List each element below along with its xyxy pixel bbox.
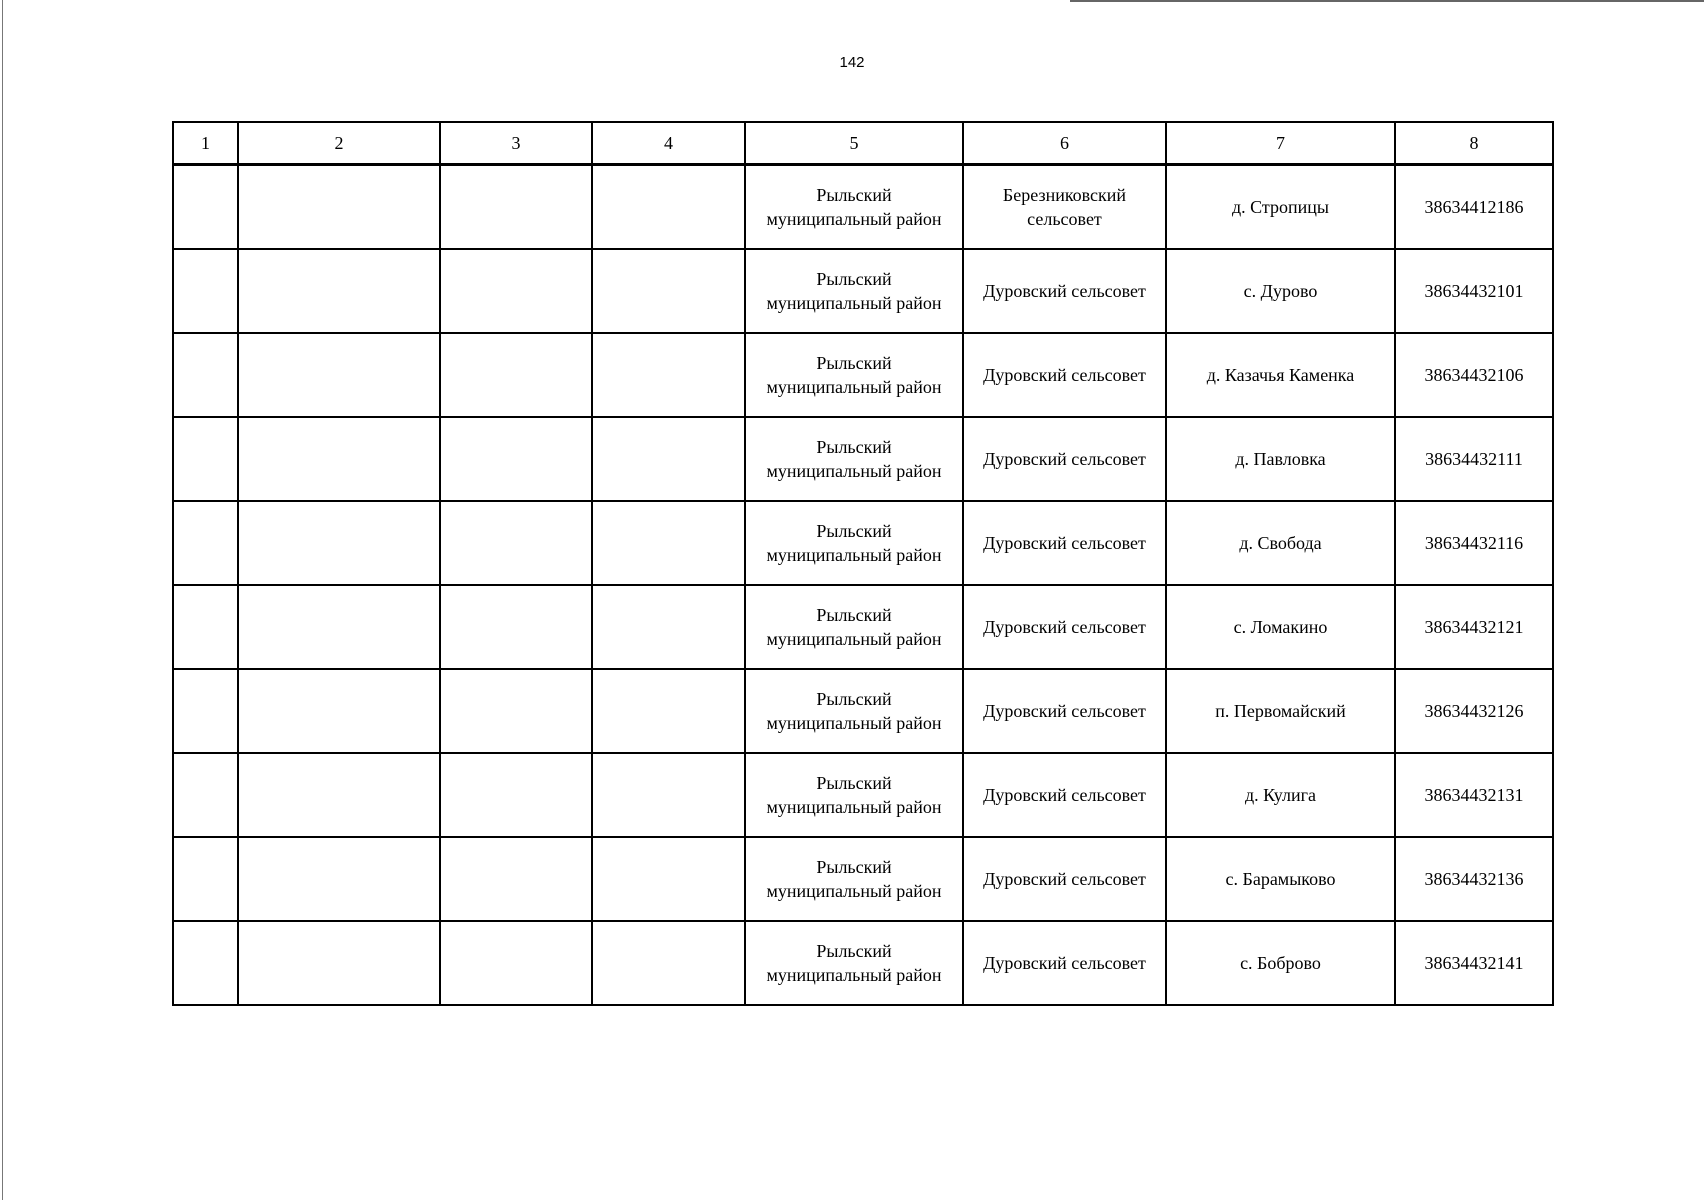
empty-cell <box>173 753 238 837</box>
settlement-cell: с. Барамыково <box>1166 837 1395 921</box>
district-cell: Рыльский муниципальный район <box>745 669 963 753</box>
settlement-cell: д. Свобода <box>1166 501 1395 585</box>
empty-cell <box>238 837 440 921</box>
empty-cell <box>440 753 592 837</box>
district-cell: Рыльский муниципальный район <box>745 333 963 417</box>
code-cell: 38634432136 <box>1395 837 1553 921</box>
council-cell: Дуровский сельсовет <box>963 333 1166 417</box>
empty-cell <box>238 669 440 753</box>
council-cell: Березниковский сельсовет <box>963 165 1166 250</box>
settlement-cell: с. Ломакино <box>1166 585 1395 669</box>
council-cell: Дуровский сельсовет <box>963 669 1166 753</box>
settlement-cell: д. Стропицы <box>1166 165 1395 250</box>
column-header-7: 7 <box>1166 122 1395 165</box>
code-cell: 38634432111 <box>1395 417 1553 501</box>
code-cell: 38634432131 <box>1395 753 1553 837</box>
empty-cell <box>592 837 745 921</box>
table-row <box>173 417 1553 501</box>
empty-cell <box>238 585 440 669</box>
table-row <box>173 333 1553 417</box>
empty-cell <box>440 669 592 753</box>
empty-cell <box>592 417 745 501</box>
column-header-1: 1 <box>173 122 238 165</box>
column-header-4: 4 <box>592 122 745 165</box>
empty-cell <box>440 333 592 417</box>
council-cell: Дуровский сельсовет <box>963 753 1166 837</box>
column-header-3: 3 <box>440 122 592 165</box>
code-cell: 38634432101 <box>1395 249 1553 333</box>
empty-cell <box>440 165 592 250</box>
code-cell: 38634432116 <box>1395 501 1553 585</box>
column-header-5: 5 <box>745 122 963 165</box>
council-cell: Дуровский сельсовет <box>963 501 1166 585</box>
table-row <box>173 501 1553 585</box>
settlements-table <box>172 121 1554 1006</box>
council-cell: Дуровский сельсовет <box>963 585 1166 669</box>
empty-cell <box>440 921 592 1005</box>
column-header-2: 2 <box>238 122 440 165</box>
empty-cell <box>238 333 440 417</box>
table-row <box>173 669 1553 753</box>
empty-cell <box>592 669 745 753</box>
empty-cell <box>440 585 592 669</box>
empty-cell <box>592 165 745 250</box>
empty-cell <box>440 417 592 501</box>
settlement-cell: д. Кулига <box>1166 753 1395 837</box>
council-cell: Дуровский сельсовет <box>963 837 1166 921</box>
empty-cell <box>238 753 440 837</box>
column-number-header-row <box>173 122 1553 165</box>
table-row <box>173 165 1553 250</box>
column-header-8: 8 <box>1395 122 1553 165</box>
district-cell: Рыльский муниципальный район <box>745 585 963 669</box>
district-cell: Рыльский муниципальный район <box>745 249 963 333</box>
empty-cell <box>592 249 745 333</box>
settlement-cell: д. Казачья Каменка <box>1166 333 1395 417</box>
council-cell: Дуровский сельсовет <box>963 249 1166 333</box>
empty-cell <box>238 249 440 333</box>
settlement-cell: д. Павловка <box>1166 417 1395 501</box>
district-cell: Рыльский муниципальный район <box>745 165 963 250</box>
council-cell: Дуровский сельсовет <box>963 417 1166 501</box>
table-row <box>173 753 1553 837</box>
empty-cell <box>173 837 238 921</box>
table-row <box>173 249 1553 333</box>
empty-cell <box>238 921 440 1005</box>
code-cell: 38634432106 <box>1395 333 1553 417</box>
empty-cell <box>592 753 745 837</box>
empty-cell <box>173 333 238 417</box>
empty-cell <box>238 165 440 250</box>
column-header-6: 6 <box>963 122 1166 165</box>
code-cell: 38634432141 <box>1395 921 1553 1005</box>
settlement-cell: п. Первомайский <box>1166 669 1395 753</box>
code-cell: 38634412186 <box>1395 165 1553 250</box>
empty-cell <box>592 921 745 1005</box>
district-cell: Рыльский муниципальный район <box>745 501 963 585</box>
district-cell: Рыльский муниципальный район <box>745 921 963 1005</box>
settlement-cell: с. Дурово <box>1166 249 1395 333</box>
empty-cell <box>173 921 238 1005</box>
scan-border-top <box>1070 0 1704 2</box>
district-cell: Рыльский муниципальный район <box>745 837 963 921</box>
district-cell: Рыльский муниципальный район <box>745 417 963 501</box>
empty-cell <box>440 501 592 585</box>
district-cell: Рыльский муниципальный район <box>745 753 963 837</box>
code-cell: 38634432126 <box>1395 669 1553 753</box>
table-row <box>173 921 1553 1005</box>
empty-cell <box>238 501 440 585</box>
code-cell: 38634432121 <box>1395 585 1553 669</box>
empty-cell <box>592 501 745 585</box>
table-row <box>173 837 1553 921</box>
empty-cell <box>592 585 745 669</box>
empty-cell <box>173 585 238 669</box>
settlement-cell: с. Боброво <box>1166 921 1395 1005</box>
empty-cell <box>592 333 745 417</box>
empty-cell <box>173 249 238 333</box>
council-cell: Дуровский сельсовет <box>963 921 1166 1005</box>
empty-cell <box>173 165 238 250</box>
scan-border-left <box>2 0 3 1200</box>
empty-cell <box>173 501 238 585</box>
empty-cell <box>440 837 592 921</box>
empty-cell <box>440 249 592 333</box>
table-row <box>173 585 1553 669</box>
page-number: 142 <box>839 54 865 71</box>
empty-cell <box>173 417 238 501</box>
empty-cell <box>173 669 238 753</box>
empty-cell <box>238 417 440 501</box>
